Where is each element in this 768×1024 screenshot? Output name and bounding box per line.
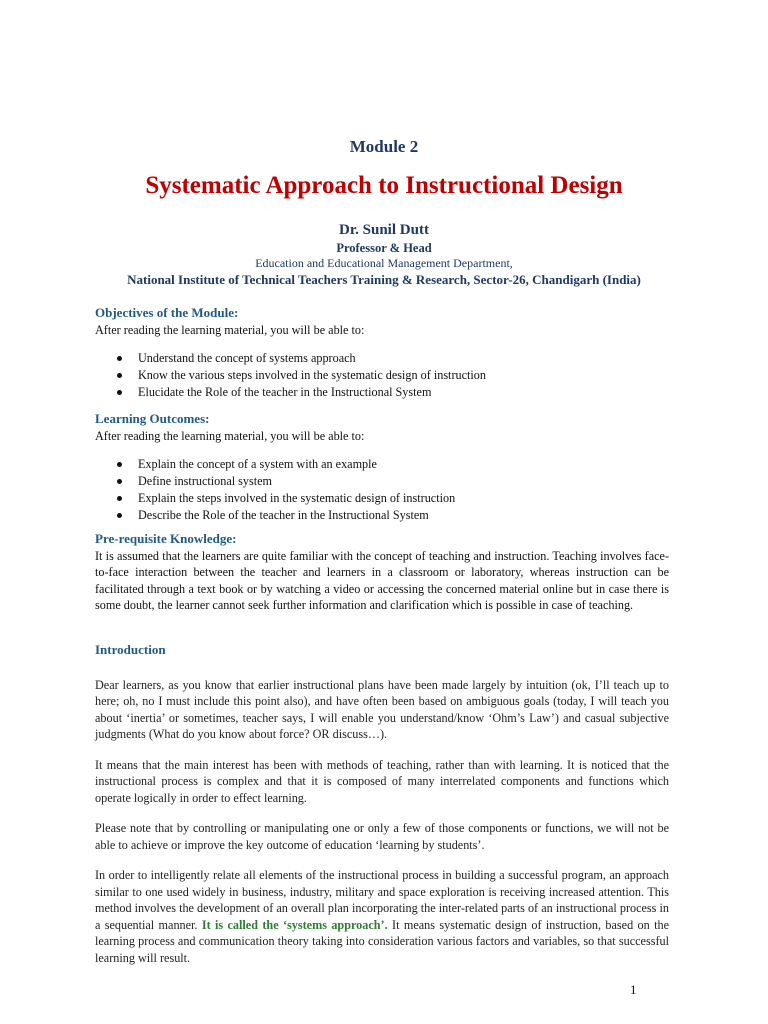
list-item: Describe the Role of the teacher in the Instructional System (95, 507, 669, 524)
author-name: Dr. Sunil Dutt (339, 222, 429, 238)
objectives-section (95, 305, 669, 401)
introduction-paragraph-4 (95, 867, 669, 966)
prerequisite-heading: Pre-requisite Knowledge: (95, 531, 237, 546)
list-item: Elucidate the Role of the teacher in the Instructional System (95, 384, 669, 401)
outcomes-list (95, 456, 669, 524)
list-item: Define instructional system (95, 473, 669, 490)
list-item: Explain the concept of a system with an example (95, 456, 669, 473)
systems-approach-highlight: It is called the ‘systems approach’. (201, 917, 388, 932)
objectives-list (95, 350, 669, 401)
introduction-paragraph-3: Please note that by controlling or manipulating one or only a few of those components or functions, we will not be able to achieve or improve the key outcome of education ‘learning by students’. (95, 821, 669, 852)
author-role: Professor & Head (336, 241, 432, 255)
list-item: Know the various steps involved in the systematic design of instruction (95, 367, 669, 384)
introduction-heading: Introduction (95, 642, 166, 657)
author-institute: National Institute of Technical Teachers Training & Research, Sector-26, Chandigarh (India) (127, 272, 641, 287)
list-item: Explain the steps involved in the systematic design of instruction (95, 490, 669, 507)
objectives-heading: Objectives of the Module: (95, 305, 239, 320)
module-label: Module 2 (349, 137, 419, 156)
page-title: Systematic Approach to Instructional Design (145, 172, 623, 199)
page-number: 1 (630, 982, 637, 997)
prerequisite-section (95, 531, 669, 614)
prerequisite-text: It is assumed that the learners are quite familiar with the concept of teaching and instruction. Teaching involves face-to-face interaction between the teacher and learners in a classroom or laboratory, whereas instruction can be facilitated through a text book or by watching a video or accessing the concerned material online but in case there is some doubt, the learner cannot seek further information and clarification which is possible in case of teaching. (95, 548, 669, 612)
outcomes-heading: Learning Outcomes: (95, 411, 210, 426)
outcomes-intro: After reading the learning material, you will be able to: (95, 428, 365, 443)
introduction-paragraph-1: Dear learners, as you know that earlier instructional plans have been made largely by intuition (ok, I’ll teach up to here; oh, no I must include this point also), and have often been based on ambiguous goals (today, I will teach you about ‘inertia’ or sometimes, teacher says, I will enable you understand/know ‘Ohm’s Law’) and casual subjective judgments (What do you know about force? OR discuss…). (95, 677, 669, 741)
list-item: Understand the concept of systems approach (95, 350, 669, 367)
introduction-paragraph-2: It means that the main interest has been with methods of teaching, rather than with learning. It is noticed that the instructional process is complex and that it is composed of many interrelated components and functions which operate logically in order to effect learning. (95, 757, 669, 805)
paragraph-4-text: In order to intelligently relate all elements of the instructional process in building a successful program, an approach similar to one used widely in business, industry, military and space exploration is receiving increased attention. This method involves the development of an overall plan incorporating the inter-related parts of an instructional process in a sequential manner. (95, 868, 669, 932)
introduction-section (95, 642, 669, 966)
author-department: Education and Educational Management Department, (255, 256, 513, 270)
paragraph-4-text-end: It means systematic design of instruction, based on the learning process and communication theory taking into consideration various factors and variables, so that successful learning will result. (95, 917, 669, 965)
objectives-intro: After reading the learning material, you will be able to: (95, 322, 365, 337)
outcomes-section (95, 411, 669, 524)
